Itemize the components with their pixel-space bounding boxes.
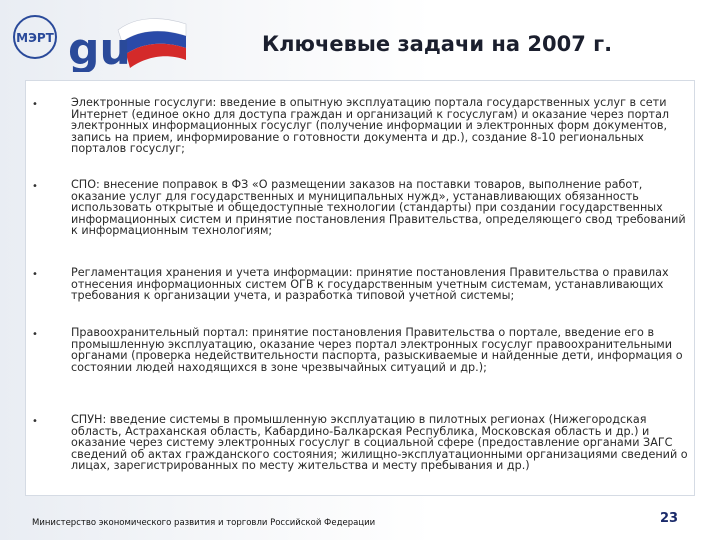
- content-panel: [25, 80, 695, 496]
- bullet-icon: •: [32, 99, 38, 110]
- list-item-text: СПО: внесение поправок в ФЗ «О размещении заказов на поставки товаров, выполнение работ, оказание услуг для государственных и муниципальных нужд», устанавливающих обязанность использовать открытые и общедоступные технологии (стандарты) при создании государственных информационных систем и принятие постановления Правительства, определяющего свод требований к информационным технологиям;: [71, 178, 686, 238]
- svg-text:gu: gu: [68, 24, 131, 72]
- bullet-icon: •: [32, 416, 38, 427]
- ministry-logo-icon: [12, 14, 58, 60]
- bullet-icon: •: [32, 269, 38, 280]
- gu-portal-logo-icon: [66, 14, 188, 72]
- footer-organization: Министерство экономического развития и торговли Российской Федерации: [32, 518, 376, 528]
- list-item-text: СПУН: введение системы в промышленную эксплуатацию в пилотных регионах (Нижегородская область, Астраханская область, Кабардино-Балкарская Республика, Московская область и др.) и оказание через систему электронных госуслуг в социальной сфере (предоставление органами ЗАГС сведений об актах гражданского состояния; жилищно-эксплуатационными организациями сведений о лицах, зарегистрированных по месту жительства и месту пребывания и др.): [71, 413, 688, 473]
- svg-text:МЭРТ: МЭРТ: [16, 31, 54, 45]
- bullet-icon: •: [32, 329, 38, 340]
- list-item-text: Электронные госуслуги: введение в опытную эксплуатацию портала государственных услуг в сети Интернет (единое окно для доступа граждан и организаций к госуслугам) и оказание через портал электронных информационных госуслуг (получение информации и электронных форм документов, запись на прием, информирование о готовности документа и др.), создание 8-10 региональных порталов госуслуг;: [71, 96, 670, 156]
- page-number: 23: [660, 511, 679, 526]
- page-title: Ключевые задачи на 2007 г.: [262, 32, 613, 56]
- list-item-text: Правоохранительный портал: принятие постановления Правительства о портале, введение его в промышленную эксплуатацию, оказание через портал электронных госуслуг правоохранительными органами (проверка недействительности паспорта, разыскиваемые и найденные дети, информация о состоянии людей находящихся в зоне чрезвычайных ситуаций и др.);: [71, 326, 683, 374]
- bullet-icon: •: [32, 181, 38, 192]
- list-item-text: Регламентация хранения и учета информации: принятие постановления Правительства о правилах отнесения информационных систем ОГВ к государственным учетным системам, устанавливающих требования к организации учета, и разработка типовой учетной системы;: [71, 266, 669, 303]
